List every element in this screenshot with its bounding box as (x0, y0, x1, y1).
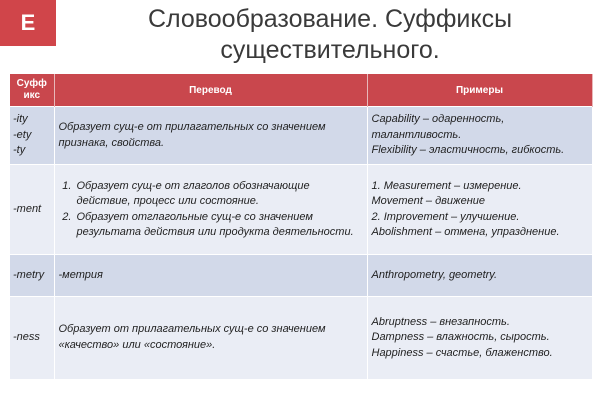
suffix-text: -ity (13, 113, 28, 126)
translation-item: 1. Образует сущ-е от глаголов обозначающие действие, процесс или состояние. (75, 179, 363, 210)
suffix-text: -metry (13, 268, 45, 281)
translation-cell (54, 107, 367, 165)
table-row (10, 107, 592, 165)
examples-cell (367, 297, 592, 379)
example-text: Dampness – влажность, сырость. (371, 331, 550, 343)
suffix-text: -ty (13, 144, 26, 157)
slide-letter-badge: E (0, 0, 56, 46)
suffix-cell (10, 297, 54, 379)
suffix-table (10, 74, 593, 379)
translation-cell (54, 297, 367, 379)
header-translation: Перевод (54, 74, 367, 107)
example-text: Abruptness – внезапность. (371, 315, 510, 328)
example-text: Abolishment – отмена, упразднение. (371, 226, 560, 238)
slide-title (60, 0, 600, 72)
table-header-row (10, 74, 592, 107)
examples-cell (367, 107, 592, 165)
example-text: Capability – одаренность, талантливость. (371, 113, 505, 141)
example-text: Anthropometry, geometry. (371, 268, 498, 281)
translation-text: -метрия (58, 268, 103, 281)
suffix-cell (10, 165, 54, 255)
examples-cell (367, 255, 592, 297)
suffix-text: -ness (13, 331, 40, 343)
examples-cell (367, 165, 592, 255)
translation-text: Образует от прилагательных сущ-е со значением «качество» или «состояние». (58, 323, 326, 351)
suffix-cell (10, 107, 54, 165)
example-text: 1. Measurement – измерение. (371, 179, 522, 192)
title-line-2: существительного. (220, 36, 440, 64)
table-row (10, 165, 592, 255)
header-examples: Примеры (367, 74, 592, 107)
suffix-text: -ment (13, 202, 42, 215)
table-row (10, 255, 592, 297)
translation-list (59, 179, 363, 241)
translation-cell (54, 255, 367, 297)
header-suffix: Суфф икс (10, 74, 54, 107)
example-text: Movement – движение (371, 195, 485, 207)
example-text: Flexibility – эластичность, гибкость. (371, 144, 565, 157)
example-text: 2. Improvement – улучшение. (371, 210, 520, 223)
translation-item: 2. Образует отглагольные сущ-е со значением результата действия или продукта деятельности. (75, 210, 363, 241)
suffix-text: -ety (13, 128, 32, 141)
translation-cell (54, 165, 367, 255)
title-line-1: Словообразование. Суффиксы (147, 5, 513, 33)
suffix-cell (10, 255, 54, 297)
translation-text: Образует сущ-е от прилагательных со значением признака, свойства. (58, 121, 326, 149)
example-text: Happiness – счастье, блаженство. (371, 346, 553, 359)
table-row (10, 297, 592, 379)
